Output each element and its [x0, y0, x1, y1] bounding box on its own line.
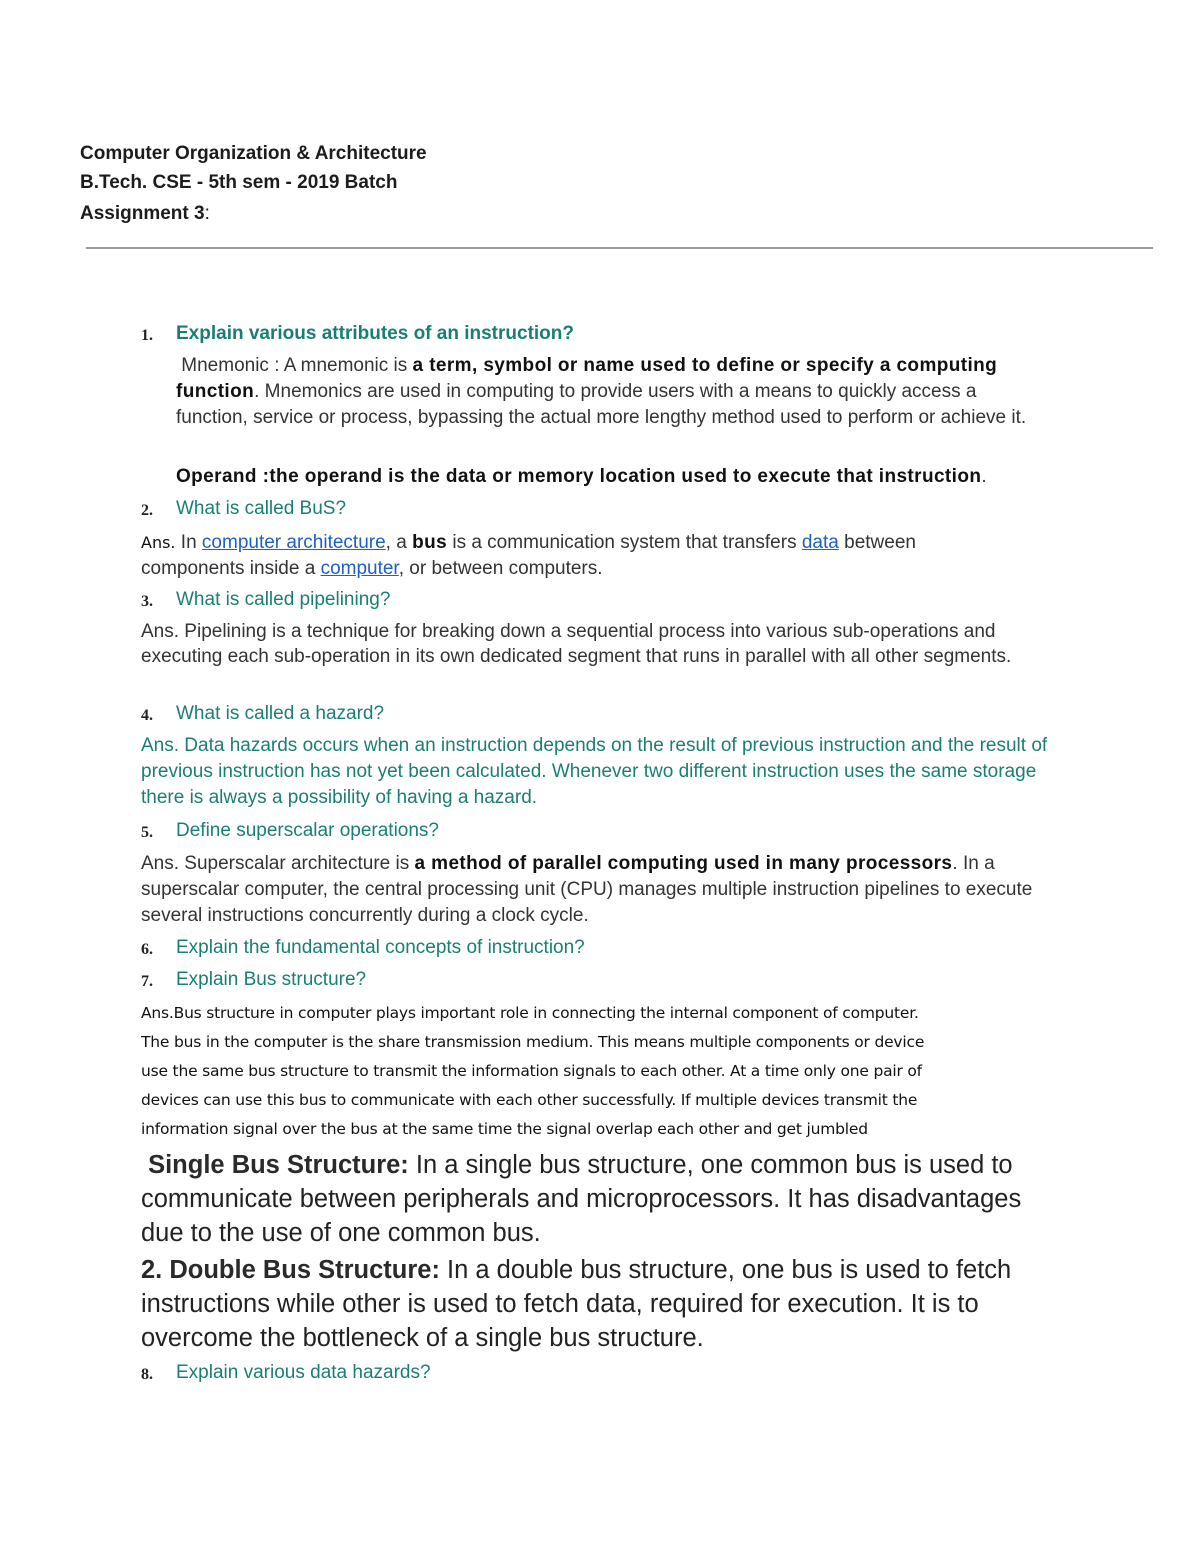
question-3: What is called pipelining?	[176, 589, 391, 610]
answer-7-line: Ans.Bus structure in computer plays important role in connecting the internal component of computer.	[141, 1004, 919, 1022]
bus-term: bus	[412, 532, 448, 553]
link-computer[interactable]: computer	[320, 558, 399, 579]
header-divider	[86, 247, 1153, 249]
mnemonic-definition: a term, symbol or name used to define or specify a computing function	[176, 355, 998, 402]
question-8: Explain various data hazards?	[176, 1362, 431, 1383]
course-title: Computer Organization & Architecture	[80, 143, 427, 164]
question-number-8: 8.	[141, 1366, 153, 1383]
answer-5	[141, 851, 1051, 929]
answer-7-line: information signal over the bus at the same time the signal overlap each other and get jumbled	[141, 1120, 868, 1138]
answer-1-operand	[176, 464, 1076, 490]
question-number-2: 2.	[141, 502, 153, 519]
answer-5-rest: . In a superscalar computer, the central processing unit (CPU) manages multiple instruction pipelines to execute several instructions concurrently during a clock cycle.	[141, 853, 1033, 926]
answer-3: Ans. Pipelining is a technique for breaking down a sequential process into various sub-operations and executing each sub-operation in its own dedicated segment that runs in parallel with all other segments.	[141, 621, 1012, 667]
answer-2-text-1: In	[175, 532, 202, 553]
link-computer-architecture[interactable]: computer architecture	[201, 532, 386, 553]
question-7: Explain Bus structure?	[176, 969, 367, 990]
answer-label: Ans.	[141, 533, 176, 552]
operand-definition: Operand :the operand is the data or memory location used to execute that instruction	[176, 466, 982, 487]
answer-2	[141, 530, 1011, 582]
assignment-colon: :	[204, 203, 210, 224]
answer-7-line: The bus in the computer is the share transmission medium. This means multiple components or device	[141, 1033, 925, 1051]
answer-2-text-4: between components inside a	[141, 532, 916, 579]
answer-2-text-5: , or between computers.	[398, 558, 603, 579]
question-number-5: 5.	[141, 824, 153, 841]
operand-end: .	[981, 466, 987, 487]
single-bus-title: Single Bus Structure:	[148, 1151, 409, 1179]
answer-7-line: use the same bus structure to transmit the information signals to each other. At a time only one pair of	[141, 1062, 922, 1080]
question-2: What is called BuS?	[176, 498, 347, 519]
assignment-label: Assignment 3	[80, 203, 205, 224]
answer-2-text-2: , a	[385, 532, 413, 553]
answer-4: Ans. Data hazards occurs when an instruction depends on the result of previous instruction and the result of previous instruction has not yet been calculated. Whenever two different instruction uses the same storage there is always a possibility of having a hazard.	[141, 735, 1048, 808]
answer-5-prefix: Ans. Superscalar architecture is	[141, 853, 415, 874]
double-bus-text: In a double bus structure, one bus is used to fetch instructions while other is used to fetch data, required for execution. It is to overcome the bottleneck of a single bus structure.	[141, 1256, 1012, 1352]
question-6: Explain the fundamental concepts of instruction?	[176, 937, 585, 958]
answer-7-line: devices can use this bus to communicate with each other successfully. If multiple devices transmit the	[141, 1091, 918, 1109]
question-5: Define superscalar operations?	[176, 820, 439, 841]
mnemonic-prefix: Mnemonic : A mnemonic is	[181, 355, 413, 376]
single-bus-structure	[141, 1148, 1041, 1250]
answer-2-text-3: is a communication system that transfers	[447, 532, 802, 553]
question-4: What is called a hazard?	[176, 703, 385, 724]
question-number-4: 4.	[141, 707, 153, 724]
answer-7	[141, 999, 1141, 1144]
single-bus-text: In a single bus structure, one common bus is used to communicate between peripherals and microprocessors. It has disadvantages due to the use of one common bus.	[141, 1151, 1022, 1247]
answer-1-mnemonic	[176, 353, 1046, 431]
link-data[interactable]: data	[801, 532, 839, 553]
batch-line: B.Tech. CSE - 5th sem - 2019 Batch	[80, 172, 398, 193]
question-number-6: 6.	[141, 941, 153, 958]
double-bus-structure	[141, 1253, 1051, 1355]
question-number-7: 7.	[141, 973, 153, 990]
double-bus-title: 2. Double Bus Structure:	[141, 1256, 440, 1284]
question-number-1: 1.	[141, 327, 153, 344]
assignment-line	[80, 203, 210, 225]
question-1: Explain various attributes of an instruction?	[176, 323, 574, 344]
superscalar-definition: a method of parallel computing used in many processors	[414, 853, 953, 874]
question-number-3: 3.	[141, 593, 153, 610]
mnemonic-rest: . Mnemonics are used in computing to provide users with a means to quickly access a function, service or process, bypassing the actual more lengthy method used to perform or achieve it.	[176, 381, 1027, 428]
